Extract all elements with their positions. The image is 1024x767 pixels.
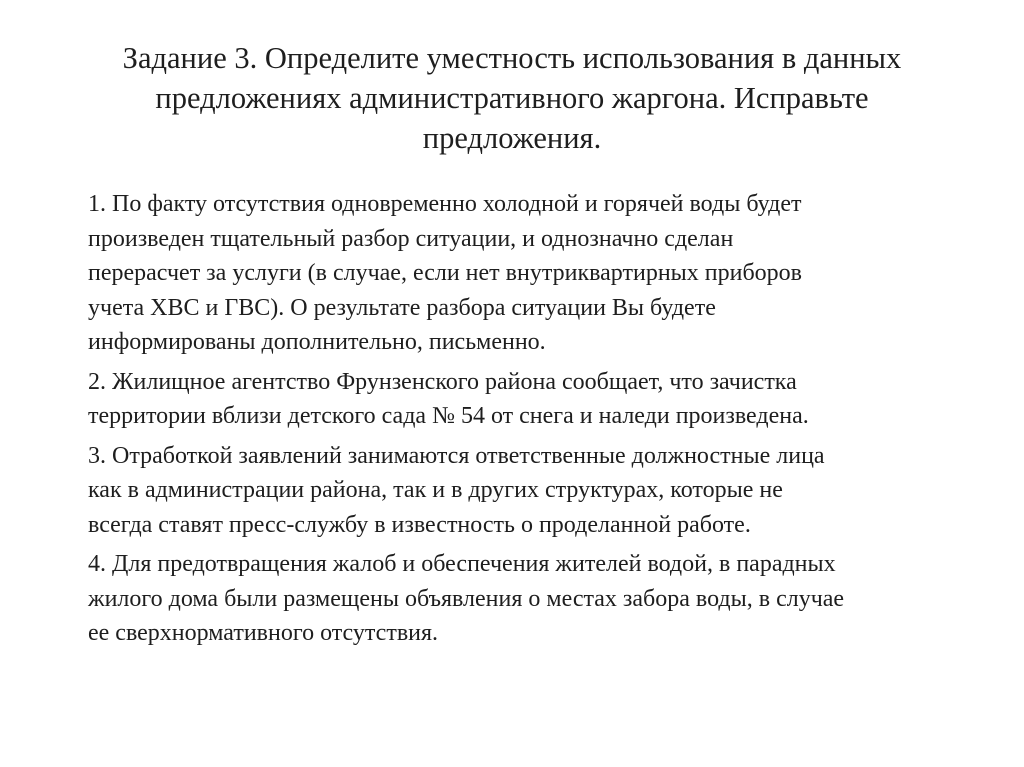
text-line: 1. По факту отсутствия одновременно холодной и горячей воды будет xyxy=(88,191,802,217)
title-line: предложениях административного жаргона. Исправьте xyxy=(155,81,869,115)
text-line: учета ХВС и ГВС). О результате разбора ситуации Вы будете xyxy=(88,294,716,321)
text-line: всегда ставят пресс-службу в известность о проделанной работе. xyxy=(88,511,751,538)
text-line: 3. Отработкой заявлений занимаются ответственные должностные лица xyxy=(88,442,825,469)
paragraph-3 xyxy=(88,439,988,543)
text-line: произведен тщательный разбор ситуации, и однозначно сделан xyxy=(88,225,734,252)
paragraph-1 xyxy=(88,187,988,360)
paragraph-2 xyxy=(88,365,988,434)
title-line: предложения. xyxy=(422,121,602,155)
text-line: как в администрации района, так и в других структурах, которые не xyxy=(88,477,783,503)
text-line: жилого дома были размещены объявления о местах забора воды, в случае xyxy=(88,585,845,612)
title-line: Задание 3. Определите уместность использования в данных xyxy=(122,41,902,75)
text-line: территории вблизи детского сада № 54 от снега и наледи произведена. xyxy=(88,403,809,429)
text-line: ее сверхнормативного отсутствия. xyxy=(88,620,439,646)
paragraph-4 xyxy=(88,547,988,651)
slide-body xyxy=(88,187,988,656)
text-line: 4. Для предотвращения жалоб и обеспечения жителей водой, в парадных xyxy=(88,551,836,577)
text-line: информированы дополнительно, письменно. xyxy=(88,329,546,355)
text-line: 2. Жилищное агентство Фрунзенского района сообщает, что зачистка xyxy=(88,368,797,395)
slide-title xyxy=(0,38,1024,158)
text-line: перерасчет за услуги (в случае, если нет внутриквартирных приборов xyxy=(88,260,803,286)
